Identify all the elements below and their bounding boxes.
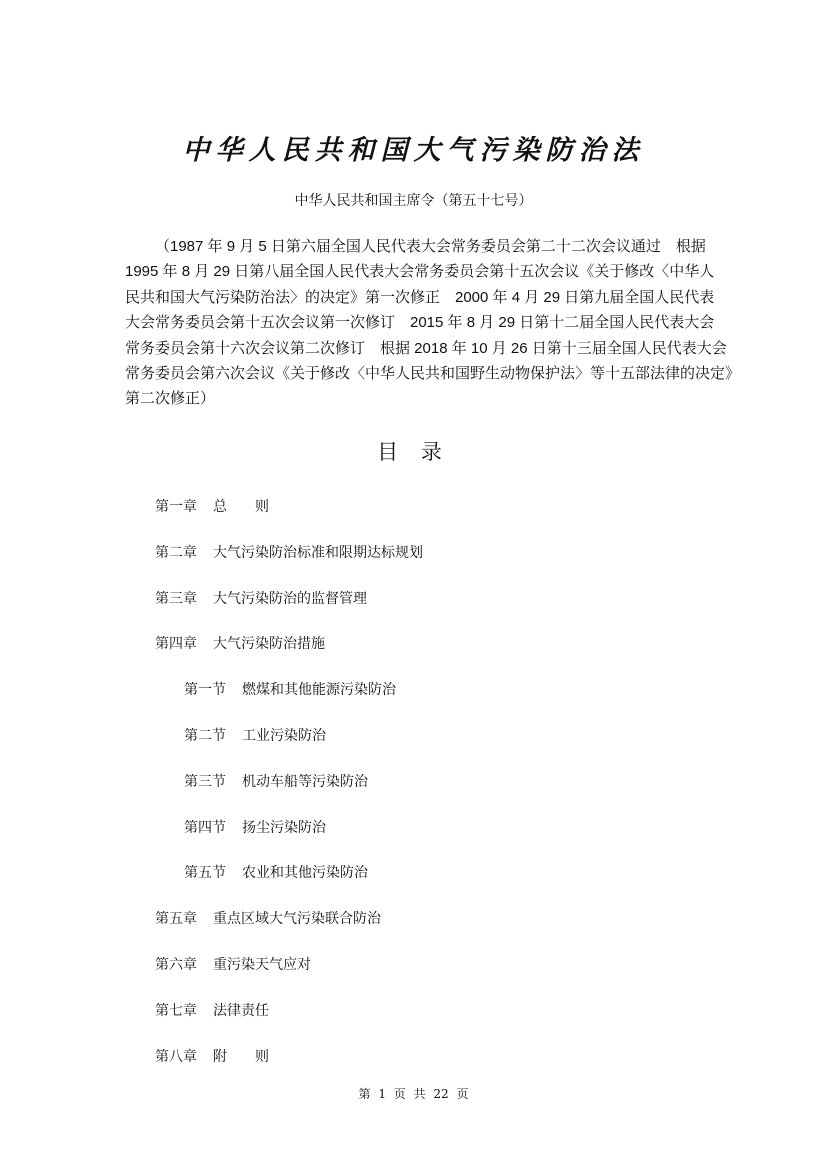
toc-title: 大气污染防治的监督管理 [213, 590, 367, 607]
toc-number: 第四章 [155, 636, 197, 653]
toc-title: 重污染天气应对 [213, 956, 311, 973]
toc-title: 农业和其他污染防治 [242, 865, 368, 882]
toc-item [155, 542, 423, 588]
toc-number: 第三章 [155, 590, 197, 607]
toc-title: 大气污染防治措施 [213, 636, 325, 653]
toc-title: 重点区域大气污染联合防治 [213, 911, 381, 928]
toc-number: 第一章 [155, 499, 197, 515]
history-line: 民共和国大气污染防治法〉的决定》第一次修正 2000 年 4 月 29 日第九届全国人民代表 [125, 288, 715, 306]
toc-item [155, 725, 423, 771]
history-line: 1995 年 8 月 29 日第八届全国人民代表大会常务委员会第十五次会议《关于修改〈中华人 [125, 263, 715, 281]
toc-item [155, 771, 423, 817]
legislative-history [125, 234, 741, 412]
toc-title: 机动车船等污染防治 [242, 773, 368, 790]
toc-title: 附 则 [213, 1048, 269, 1065]
toc-title: 燃煤和其他能源污染防治 [242, 682, 396, 699]
table-of-contents [155, 496, 423, 1091]
toc-title: 总 则 [213, 499, 269, 515]
toc-number: 第八章 [155, 1048, 197, 1065]
toc-item [155, 588, 423, 634]
toc-title: 扬尘污染防治 [242, 819, 326, 836]
presidential-order: 中华人民共和国主席令（第五十七号） [294, 193, 533, 209]
toc-title: 法律责任 [213, 1002, 269, 1019]
history-line: 常务委员会第六次会议《关于修改〈中华人民共和国野生动物保护法〉等十五部法律的决定》 [125, 365, 741, 383]
toc-item [155, 862, 423, 908]
toc-number: 第一节 [184, 682, 226, 699]
toc-number: 第五节 [184, 865, 226, 882]
toc-number: 第二章 [155, 544, 197, 561]
toc-number: 第五章 [155, 911, 197, 928]
toc-item [155, 633, 423, 679]
toc-number: 第四节 [184, 819, 226, 836]
history-line: （1987 年 9 月 5 日第六届全国人民代表大会常务委员会第二十二次会议通过 根据 [155, 238, 706, 255]
history-line: 第二次修正） [125, 390, 216, 408]
document-title: 中华人民共和国大气污染防治法 [182, 135, 645, 166]
toc-item [155, 1000, 423, 1046]
history-line: 常务委员会第十六次会议第二次修订 根据 2018 年 10 月 26 日第十三届全国人民代表大会 [125, 339, 727, 357]
toc-number: 第六章 [155, 956, 197, 973]
toc-number: 第三节 [184, 773, 226, 790]
page-footer: 第 1 页 共 22 页 [358, 1087, 469, 1101]
toc-item [155, 496, 423, 542]
history-line: 大会常务委员会第十五次会议第一次修订 2015 年 8 月 29 日第十二届全国人民代表大会 [125, 314, 715, 332]
toc-title: 工业污染防治 [242, 727, 326, 744]
toc-item [155, 679, 423, 725]
toc-title: 大气污染防治标准和限期达标规划 [213, 544, 423, 561]
toc-heading: 目 录 [377, 440, 450, 464]
toc-number: 第二节 [184, 727, 226, 744]
toc-number: 第七章 [155, 1002, 197, 1019]
toc-item [155, 908, 423, 954]
toc-item [155, 817, 423, 863]
toc-item [155, 954, 423, 1000]
